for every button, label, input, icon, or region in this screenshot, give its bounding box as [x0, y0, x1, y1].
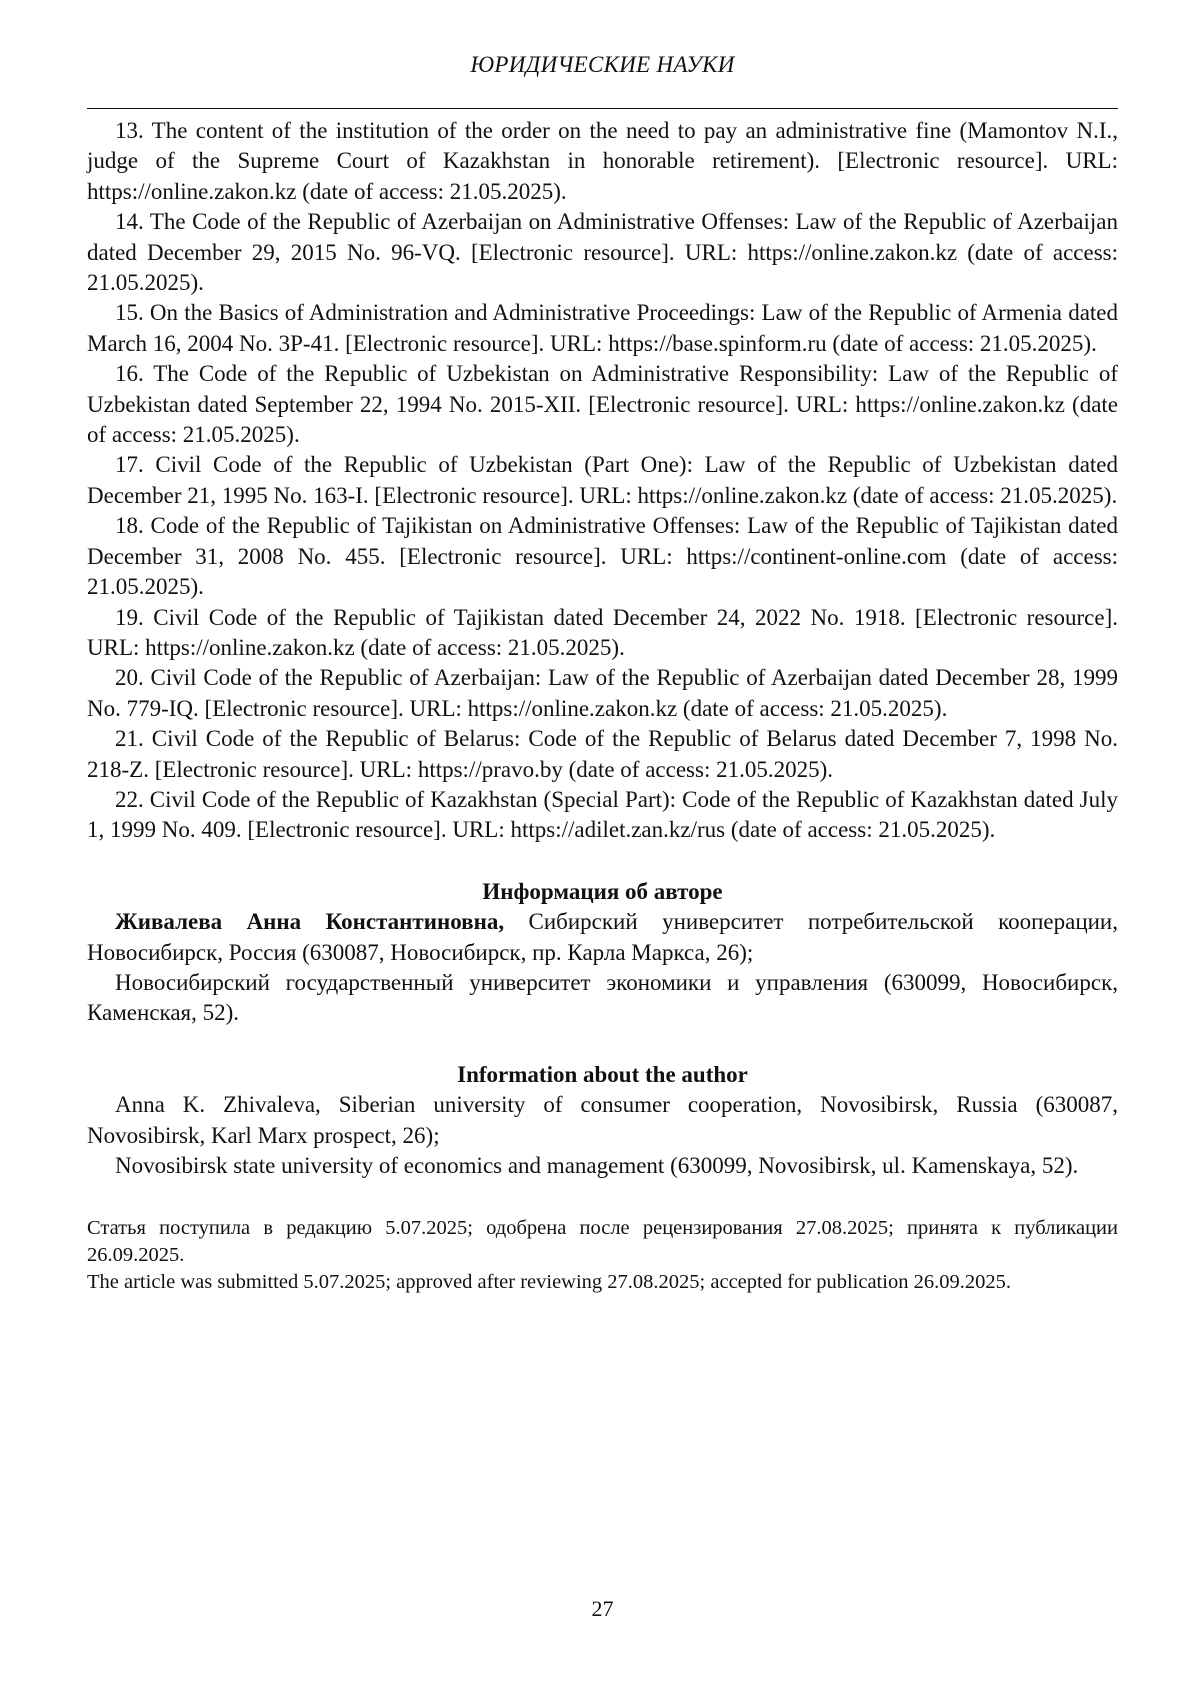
author-info-en-affiliation-1: Anna K. Zhivaleva, Siberian university of consumer cooperation, Novosibirsk, Russia (630087, Novosibirsk, Karl Marx prospect, 26);: [87, 1092, 1118, 1148]
article-dates-en: The article was submitted 5.07.2025; approved after reviewing 27.08.2025; accepted for publication 26.09.2025.: [87, 1271, 1011, 1294]
reference-item: 14. The Code of the Republic of Azerbaijan on Administrative Offenses: Law of the Republic of Azerbaijan dated December 29, 2015 No. 96-VQ. [Electronic resource]. URL: https://online.zakon.kz (date of access: 21.05.2025).: [87, 209, 1118, 296]
author-name-ru: Живалева Анна Константиновна,: [115, 909, 505, 935]
reference-item: 22. Civil Code of the Republic of Kazakhstan (Special Part): Code of the Republic of Kazakhstan dated July 1, 1999 No. 409. [Electronic resource]. URL: https://adilet.zan.kz/rus (date of access: 21.05.2025).: [87, 786, 1118, 843]
reference-item: 17. Civil Code of the Republic of Uzbekistan (Part One): Law of the Republic of Uzbekistan dated December 21, 1995 No. 163-I. [Electronic resource]. URL: https://online.zakon.kz (date of access: 21.05.2025).: [87, 452, 1118, 508]
article-dates: [87, 1215, 1118, 1296]
reference-item: 20. Civil Code of the Republic of Azerbaijan: Law of the Republic of Azerbaijan dated December 28, 1999 No. 779-IQ. [Electronic resource]. URL: https://online.zakon.kz (date of access: 21.05.2025).: [87, 665, 1118, 721]
author-info-ru: [87, 877, 1118, 1029]
author-info-ru-heading: Информация об авторе: [482, 878, 723, 904]
author-info-en-heading: Information about the author: [457, 1061, 748, 1087]
page-number: 27: [591, 1596, 614, 1621]
page-body: [87, 116, 1118, 1296]
author-info-en-affiliation-2: Novosibirsk state university of economics and management (630099, Novosibirsk, ul. Kamenskaya, 52).: [115, 1153, 1079, 1178]
reference-item: 15. On the Basics of Administration and Administrative Proceedings: Law of the Republic of Armenia dated March 16, 2004 No. 3P-41. [Electronic resource]. URL: https://base.spinform.ru (date of access: 21.05.2025).: [87, 300, 1118, 356]
author-info-ru-affiliation-2: Новосибирский государственный университет экономики и управления (630099, Новосибирск, Каменская, 52).: [87, 969, 1118, 1026]
author-info-en: [87, 1060, 1118, 1182]
reference-item: 13. The content of the institution of the order on the need to pay an administrative fine (Mamontov N.I., judge of the Supreme Court of Kazakhstan in honorable retirement). [Electronic resource]. URL: https://online.zakon.kz (date of access: 21.05.2025).: [87, 118, 1118, 204]
reference-item: 18. Code of the Republic of Tajikistan on Administrative Offenses: Law of the Republic of Tajikistan dated December 31, 2008 No. 455. [Electronic resource]. URL: https://continent-online.com (date of access: 21.05.2025).: [87, 513, 1118, 600]
author-affiliation-ru-1: Сибирский университет потребительской кооперации, Новосибирск, Россия (630087, Новосибирск, пр. Карла Маркса, 26);: [87, 909, 1118, 965]
reference-list: [87, 116, 1118, 846]
header-rule: [87, 108, 1118, 109]
author-info-ru-affiliation-1: [87, 907, 1118, 968]
running-header: ЮРИДИЧЕСКИЕ НАУКИ: [470, 52, 735, 77]
reference-item: 21. Civil Code of the Republic of Belarus: Code of the Republic of Belarus dated December 7, 1998 No. 218-Z. [Electronic resource]. URL: https://pravo.by (date of access: 21.05.2025).: [87, 726, 1118, 782]
reference-item: 19. Civil Code of the Republic of Tajikistan dated December 24, 2022 No. 1918. [Electronic resource]. URL: https://online.zakon.kz (date of access: 21.05.2025).: [87, 604, 1118, 660]
article-dates-ru: Статья поступила в редакцию 5.07.2025; одобрена после рецензирования 27.08.2025; принята к публикации 26.09.2025.: [87, 1217, 1118, 1267]
reference-item: 16. The Code of the Republic of Uzbekistan on Administrative Responsibility: Law of the Republic of Uzbekistan dated September 22, 1994 No. 2015-XII. [Electronic resource]. URL: https://online.zakon.kz (date of access: 21.05.2025).: [87, 361, 1118, 448]
